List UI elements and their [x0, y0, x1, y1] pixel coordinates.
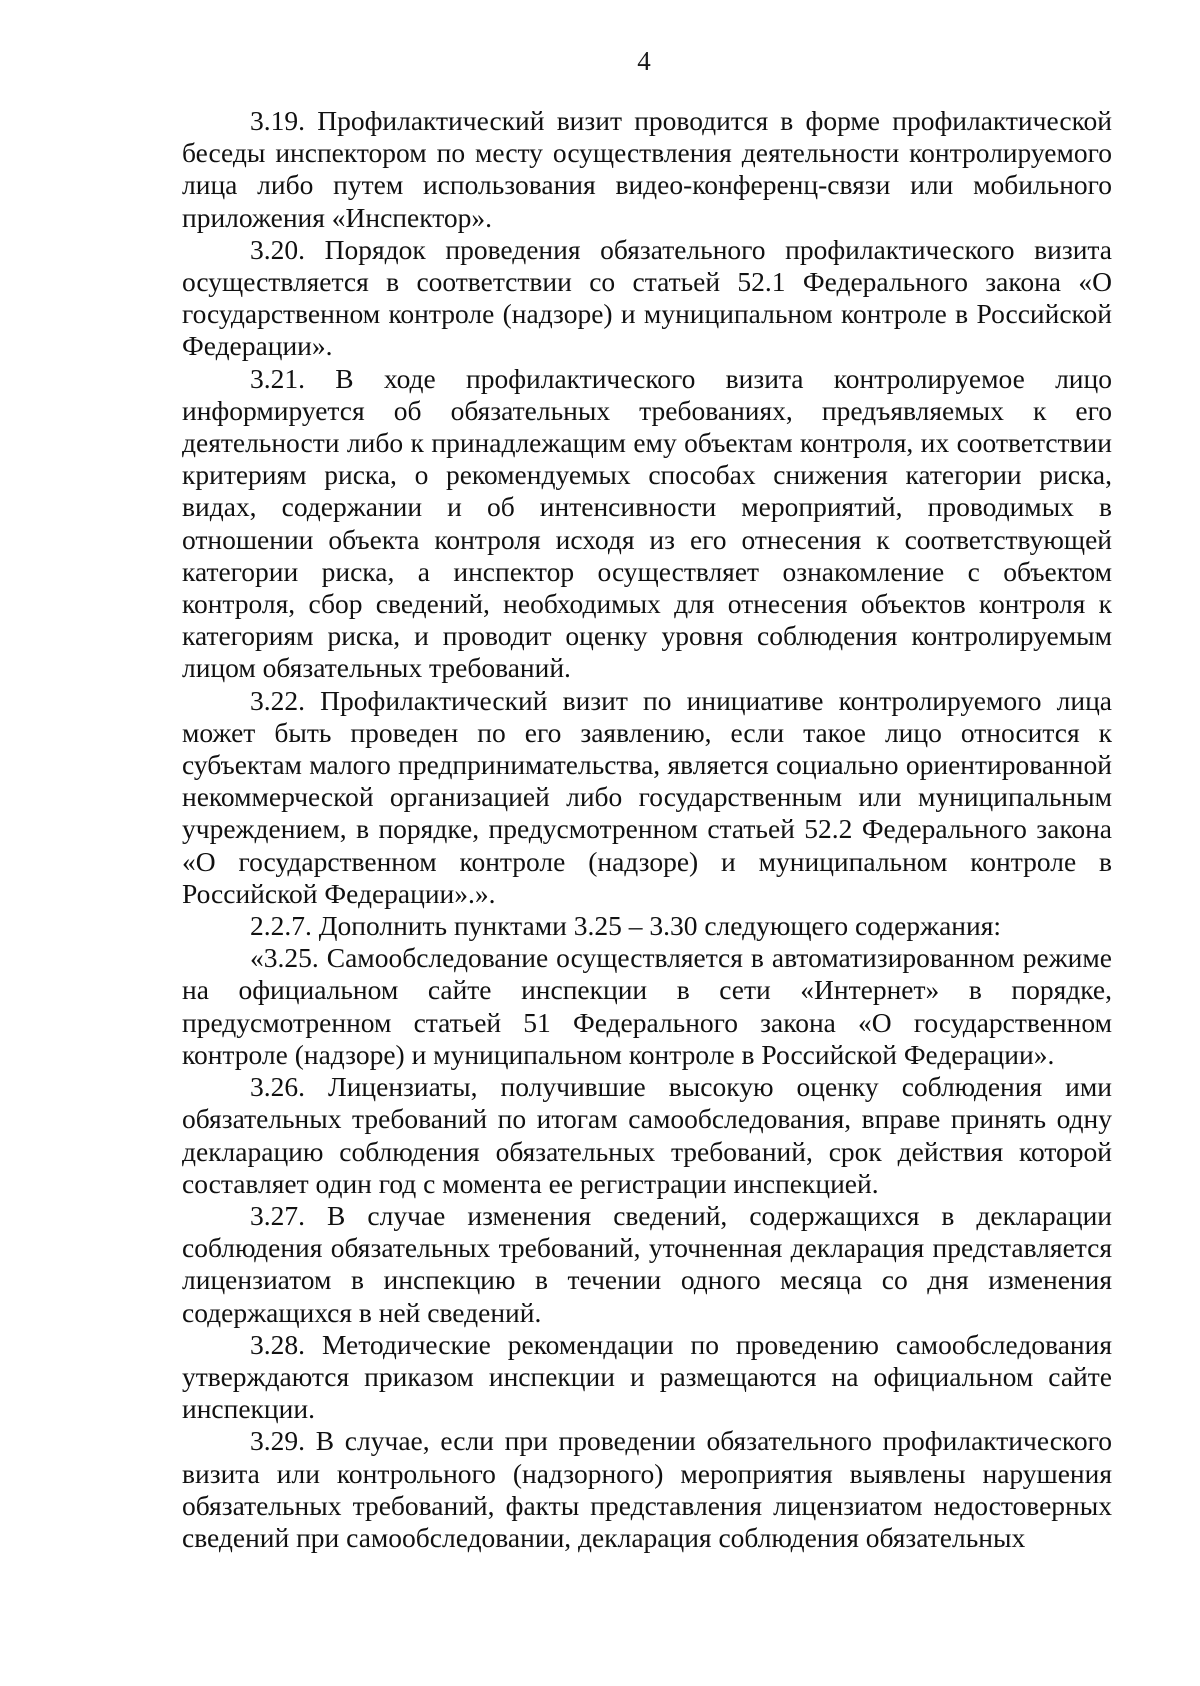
paragraph-3-29: 3.29. В случае, если при проведении обязательного профилактического визита или контрольного (надзорного) мероприятия выявлены нарушения обязательных требований, факты представления лицензиатом недостоверных сведений при самообследовании, декларация соблюдения обязательных: [182, 1425, 1112, 1553]
paragraph-3-22: 3.22. Профилактический визит по инициативе контролируемого лица может быть проведен по его заявлению, если такое лицо относится к субъектам малого предпринимательства, является социально ориентированной некоммерческой организацией либо государственным или муниципальным учреждением, в порядке, предусмотренном статьей 52.2 Федерального закона «О государственном контроле (надзоре) и муниципальном контроле в Российской Федерации».».: [182, 684, 1112, 909]
paragraph-3-28: 3.28. Методические рекомендации по проведению самообследования утверждаются приказом инспекции и размещаются на официальном сайте инспекции.: [182, 1328, 1112, 1425]
paragraph-3-21: 3.21. В ходе профилактического визита контролируемое лицо информируется об обязательных требованиях, предъявляемых к его деятельности либо к принадлежащим ему объектам контроля, их соответствии критериям риска, о рекомендуемых способах снижения категории риска, видах, содержании и об интенсивности мероприятий, проводимых в отношении объекта контроля исходя из его отнесения к соответствующей категории риска, а инспектор осуществляет ознакомление с объектом контроля, сбор сведений, необходимых для отнесения объектов контроля к категориям риска, и проводит оценку уровня соблюдения контролируемым лицом обязательных требований.: [182, 362, 1112, 684]
paragraph-3-26: 3.26. Лицензиаты, получившие высокую оценку соблюдения ими обязательных требований по итогам самообследования, вправе принять одну декларацию соблюдения обязательных требований, срок действия которой составляет один год с момента ее регистрации инспекцией.: [182, 1071, 1112, 1199]
paragraph-2-2-7: 2.2.7. Дополнить пунктами 3.25 – 3.30 следующего содержания:: [250, 910, 1002, 942]
paragraph-3-27: 3.27. В случае изменения сведений, содержащихся в декларации соблюдения обязательных требований, уточненная декларация представляется лицензиатом в инспекцию в течении одного месяца со дня изменения содержащихся в ней сведений.: [182, 1199, 1112, 1328]
document-body: [182, 105, 1112, 1554]
page-number: 4: [637, 46, 651, 76]
paragraph-3-19: 3.19. Профилактический визит проводится в форме профилактической беседы инспектором по месту осуществления деятельности контролируемого лица либо путем использования видео-конференц-связи или мобильного приложения «Инспектор».: [182, 105, 1112, 233]
paragraph-3-20: 3.20. Порядок проведения обязательного профилактического визита осуществляется в соответствии со статьей 52.1 Федерального закона «О государственном контроле (надзоре) и муниципальном контроле в Российской Федерации».: [182, 233, 1112, 362]
paragraph-3-25: «3.25. Самообследование осуществляется в автоматизированном режиме на официальном сайте инспекции в сети «Интернет» в порядке, предусмотренном статьей 51 Федерального закона «О государственном контроле (надзоре) и муниципальном контроле в Российской Федерации».: [182, 942, 1112, 1070]
